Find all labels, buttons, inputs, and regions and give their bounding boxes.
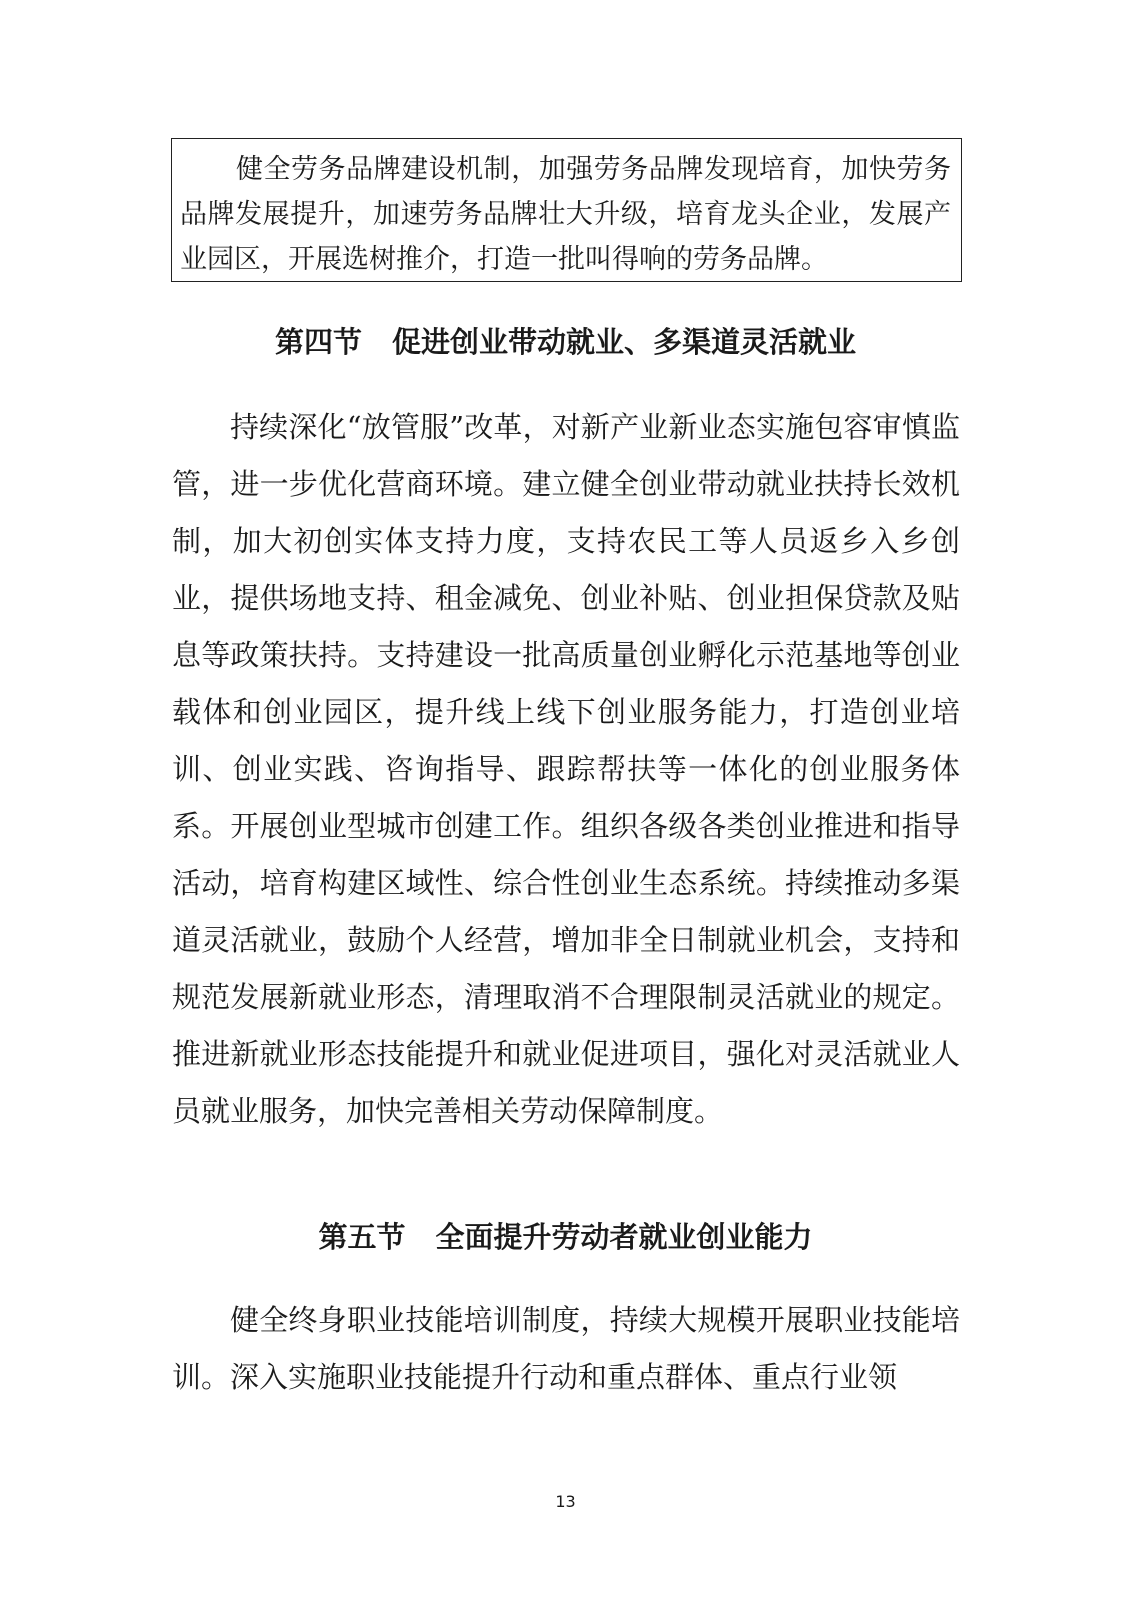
section5-title: 全面提升劳动者就业创业能力 <box>435 1220 813 1254</box>
section4-heading <box>0 322 1131 362</box>
boxed-paragraph: 健全劳务品牌建设机制，加强劳务品牌发现培育，加快劳务品牌发展提升，加速劳务品牌壮大升级，培育龙头企业，发展产业园区，开展选树推介，打造一批叫得响的劳务品牌。 <box>180 154 951 275</box>
section4-number: 第四节 <box>274 325 362 359</box>
section4-paragraph: 持续深化“放管服”改革，对新产业新业态实施包容审慎监管，进一步优化营商环境。建立健全创业带动就业扶持长效机制，加大初创实体支持力度，支持农民工等人员返乡入乡创业，提供场地支持、租金减免、创业补贴、创业担保贷款及贴息等政策扶持。支持建设一批高质量创业孵化示范基地等创业载体和创业园区，提升线上线下创业服务能力，打造创业培训、创业实践、咨询指导、跟踪帮扶等一体化的创业服务体系。开展创业型城市创建工作。组织各级各类创业推进和指导活动，培育构建区域性、综合性创业生态系统。持续推动多渠道灵活就业，鼓励个人经营，增加非全日制就业机会，支持和规范发展新就业形态，清理取消不合理限制灵活就业的规定。推进新就业形态技能提升和就业促进项目，强化对灵活就业人员就业服务，加快完善相关劳动保障制度。 <box>172 410 960 1128</box>
section5-heading <box>0 1217 1131 1257</box>
boxed-paragraph-frame <box>171 138 962 282</box>
section5-number: 第五节 <box>318 1220 406 1254</box>
section4-title: 促进创业带动就业、多渠道灵活就业 <box>392 325 857 359</box>
page-number: 13 <box>555 1492 576 1511</box>
section5-paragraph: 健全终身职业技能培训制度，持续大规模开展职业技能培训。深入实施职业技能提升行动和重点群体、重点行业领 <box>172 1303 960 1394</box>
